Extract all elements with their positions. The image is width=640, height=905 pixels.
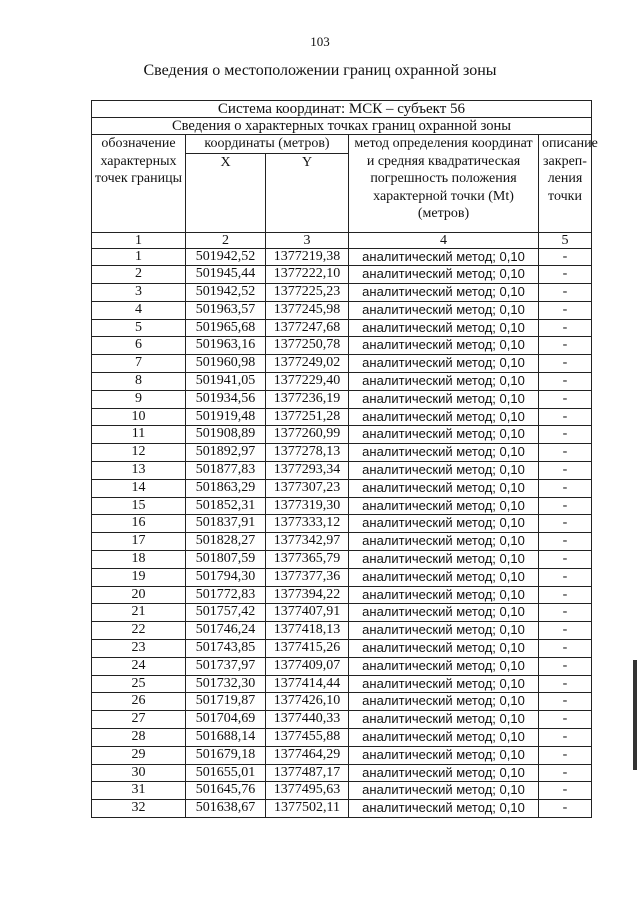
description-cell: - [539,301,592,319]
y-coordinate: 1377222,10 [266,266,349,284]
point-number: 2 [92,266,186,284]
y-coordinate: 1377426,10 [266,693,349,711]
point-number: 20 [92,586,186,604]
table-row [92,266,592,284]
table-row [92,515,592,533]
y-coordinate: 1377418,13 [266,622,349,640]
x-coordinate: 501772,83 [186,586,266,604]
table-row [92,711,592,729]
description-cell: - [539,764,592,782]
x-coordinate: 501945,44 [186,266,266,284]
method-cell: аналитический метод; 0,10 [349,604,539,622]
table-row [92,373,592,391]
x-coordinate: 501807,59 [186,551,266,569]
method-cell: аналитический метод; 0,10 [349,426,539,444]
description-cell: - [539,675,592,693]
method-cell: аналитический метод; 0,10 [349,355,539,373]
table-row [92,337,592,355]
y-coordinate: 1377249,02 [266,355,349,373]
method-cell: аналитический метод; 0,10 [349,373,539,391]
y-coordinate: 1377440,33 [266,711,349,729]
x-coordinate: 501877,83 [186,462,266,480]
description-cell: - [539,479,592,497]
method-cell: аналитический метод; 0,10 [349,319,539,337]
coordinate-system-title: Система координат: МСК – субъект 56 [92,101,592,118]
point-number: 5 [92,319,186,337]
description-cell: - [539,497,592,515]
y-coordinate: 1377245,98 [266,301,349,319]
description-cell: - [539,266,592,284]
table-row [92,408,592,426]
method-cell: аналитический метод; 0,10 [349,248,539,266]
header-description: описание закреп-ления точки [539,135,592,233]
description-cell: - [539,319,592,337]
x-coordinate: 501934,56 [186,390,266,408]
x-coordinate: 501757,42 [186,604,266,622]
boundary-points-table [91,100,598,818]
point-number: 22 [92,622,186,640]
page-number: 103 [310,34,330,49]
header-coordinates: координаты (метров) [186,135,349,154]
y-coordinate: 1377407,91 [266,604,349,622]
description-cell: - [539,284,592,302]
description-cell: - [539,800,592,818]
point-number: 14 [92,479,186,497]
description-cell: - [539,355,592,373]
header-point: обозначение характерных точек границы [92,135,186,233]
method-cell: аналитический метод; 0,10 [349,390,539,408]
table-row [92,729,592,747]
x-coordinate: 501963,16 [186,337,266,355]
description-cell: - [539,444,592,462]
table-row [92,462,592,480]
table-row [92,319,592,337]
y-coordinate: 1377464,29 [266,746,349,764]
method-cell: аналитический метод; 0,10 [349,782,539,800]
y-coordinate: 1377236,19 [266,390,349,408]
table-row [92,640,592,658]
table-row [92,284,592,302]
method-cell: аналитический метод; 0,10 [349,640,539,658]
point-number: 23 [92,640,186,658]
method-cell: аналитический метод; 0,10 [349,462,539,480]
point-number: 16 [92,515,186,533]
x-coordinate: 501960,98 [186,355,266,373]
x-coordinate: 501737,97 [186,657,266,675]
header-x: X [186,153,266,232]
method-cell: аналитический метод; 0,10 [349,568,539,586]
x-coordinate: 501638,67 [186,800,266,818]
method-cell: аналитический метод; 0,10 [349,746,539,764]
point-number: 8 [92,373,186,391]
point-number: 6 [92,337,186,355]
table-row [92,479,592,497]
description-cell: - [539,640,592,658]
y-coordinate: 1377502,11 [266,800,349,818]
point-number: 26 [92,693,186,711]
x-coordinate: 501746,24 [186,622,266,640]
header-method: метод определения координат и средняя квадратическая погрешность положения характерной точки (Mt) (метров) [349,135,539,233]
y-coordinate: 1377342,97 [266,533,349,551]
point-number: 1 [92,248,186,266]
table-row [92,675,592,693]
point-number: 30 [92,764,186,782]
y-coordinate: 1377293,34 [266,462,349,480]
table-row [92,301,592,319]
table-row [92,622,592,640]
column-number: 5 [539,232,592,248]
y-coordinate: 1377394,22 [266,586,349,604]
method-cell: аналитический метод; 0,10 [349,444,539,462]
description-cell: - [539,622,592,640]
x-coordinate: 501688,14 [186,729,266,747]
method-cell: аналитический метод; 0,10 [349,266,539,284]
header-y: Y [266,153,349,232]
description-cell: - [539,711,592,729]
x-coordinate: 501863,29 [186,479,266,497]
method-cell: аналитический метод; 0,10 [349,711,539,729]
method-cell: аналитический метод; 0,10 [349,533,539,551]
method-cell: аналитический метод; 0,10 [349,284,539,302]
method-cell: аналитический метод; 0,10 [349,551,539,569]
method-cell: аналитический метод; 0,10 [349,800,539,818]
table-row [92,800,592,818]
table-row [92,497,592,515]
point-number: 17 [92,533,186,551]
description-cell: - [539,373,592,391]
y-coordinate: 1377365,79 [266,551,349,569]
y-coordinate: 1377333,12 [266,515,349,533]
x-coordinate: 501743,85 [186,640,266,658]
method-cell: аналитический метод; 0,10 [349,657,539,675]
point-number: 21 [92,604,186,622]
method-cell: аналитический метод; 0,10 [349,764,539,782]
point-number: 25 [92,675,186,693]
y-coordinate: 1377250,78 [266,337,349,355]
table-row [92,355,592,373]
point-number: 10 [92,408,186,426]
y-coordinate: 1377377,36 [266,568,349,586]
point-number: 24 [92,657,186,675]
table-row [92,782,592,800]
y-coordinate: 1377247,68 [266,319,349,337]
point-number: 9 [92,390,186,408]
y-coordinate: 1377225,23 [266,284,349,302]
description-cell: - [539,693,592,711]
document-title: Сведения о местоположении границ охранной зоны [143,62,497,79]
y-coordinate: 1377409,07 [266,657,349,675]
description-cell: - [539,586,592,604]
point-number: 7 [92,355,186,373]
scan-edge-mark [633,660,637,770]
table-row [92,533,592,551]
y-coordinate: 1377487,17 [266,764,349,782]
method-cell: аналитический метод; 0,10 [349,337,539,355]
x-coordinate: 501719,87 [186,693,266,711]
point-number: 15 [92,497,186,515]
table-row [92,586,592,604]
y-coordinate: 1377455,88 [266,729,349,747]
column-number: 3 [266,232,349,248]
x-coordinate: 501732,30 [186,675,266,693]
point-number: 19 [92,568,186,586]
description-cell: - [539,551,592,569]
point-number: 13 [92,462,186,480]
y-coordinate: 1377260,99 [266,426,349,444]
description-cell: - [539,390,592,408]
y-coordinate: 1377251,28 [266,408,349,426]
x-coordinate: 501942,52 [186,284,266,302]
method-cell: аналитический метод; 0,10 [349,408,539,426]
table-row [92,568,592,586]
method-cell: аналитический метод; 0,10 [349,301,539,319]
table-row [92,764,592,782]
method-cell: аналитический метод; 0,10 [349,497,539,515]
column-number: 1 [92,232,186,248]
x-coordinate: 501942,52 [186,248,266,266]
table-row [92,444,592,462]
description-cell: - [539,515,592,533]
description-cell: - [539,729,592,747]
description-cell: - [539,337,592,355]
description-cell: - [539,746,592,764]
table-row [92,693,592,711]
point-number: 4 [92,301,186,319]
x-coordinate: 501655,01 [186,764,266,782]
method-cell: аналитический метод; 0,10 [349,622,539,640]
y-coordinate: 1377307,23 [266,479,349,497]
description-cell: - [539,568,592,586]
point-number: 28 [92,729,186,747]
y-coordinate: 1377219,38 [266,248,349,266]
method-cell: аналитический метод; 0,10 [349,586,539,604]
method-cell: аналитический метод; 0,10 [349,675,539,693]
x-coordinate: 501919,48 [186,408,266,426]
point-number: 32 [92,800,186,818]
y-coordinate: 1377278,13 [266,444,349,462]
method-cell: аналитический метод; 0,10 [349,479,539,497]
point-number: 27 [92,711,186,729]
point-number: 11 [92,426,186,444]
column-number: 2 [186,232,266,248]
x-coordinate: 501704,69 [186,711,266,729]
x-coordinate: 501852,31 [186,497,266,515]
y-coordinate: 1377229,40 [266,373,349,391]
x-coordinate: 501837,91 [186,515,266,533]
description-cell: - [539,462,592,480]
x-coordinate: 501908,89 [186,426,266,444]
method-cell: аналитический метод; 0,10 [349,729,539,747]
x-coordinate: 501679,18 [186,746,266,764]
x-coordinate: 501828,27 [186,533,266,551]
table-row [92,604,592,622]
table-row [92,746,592,764]
description-cell: - [539,248,592,266]
table-row [92,551,592,569]
description-cell: - [539,604,592,622]
description-cell: - [539,657,592,675]
x-coordinate: 501645,76 [186,782,266,800]
table-row [92,390,592,408]
description-cell: - [539,408,592,426]
x-coordinate: 501965,68 [186,319,266,337]
point-number: 31 [92,782,186,800]
description-cell: - [539,782,592,800]
table-row [92,657,592,675]
table-row [92,248,592,266]
y-coordinate: 1377319,30 [266,497,349,515]
method-cell: аналитический метод; 0,10 [349,693,539,711]
point-number: 29 [92,746,186,764]
column-number: 4 [349,232,539,248]
table-subtitle: Сведения о характерных точках границ охранной зоны [92,118,592,135]
method-cell: аналитический метод; 0,10 [349,515,539,533]
x-coordinate: 501963,57 [186,301,266,319]
description-cell: - [539,533,592,551]
x-coordinate: 501794,30 [186,568,266,586]
x-coordinate: 501941,05 [186,373,266,391]
description-cell: - [539,426,592,444]
y-coordinate: 1377415,26 [266,640,349,658]
y-coordinate: 1377495,63 [266,782,349,800]
y-coordinate: 1377414,44 [266,675,349,693]
point-number: 18 [92,551,186,569]
x-coordinate: 501892,97 [186,444,266,462]
table-body [92,248,592,818]
point-number: 3 [92,284,186,302]
table-row [92,426,592,444]
point-number: 12 [92,444,186,462]
